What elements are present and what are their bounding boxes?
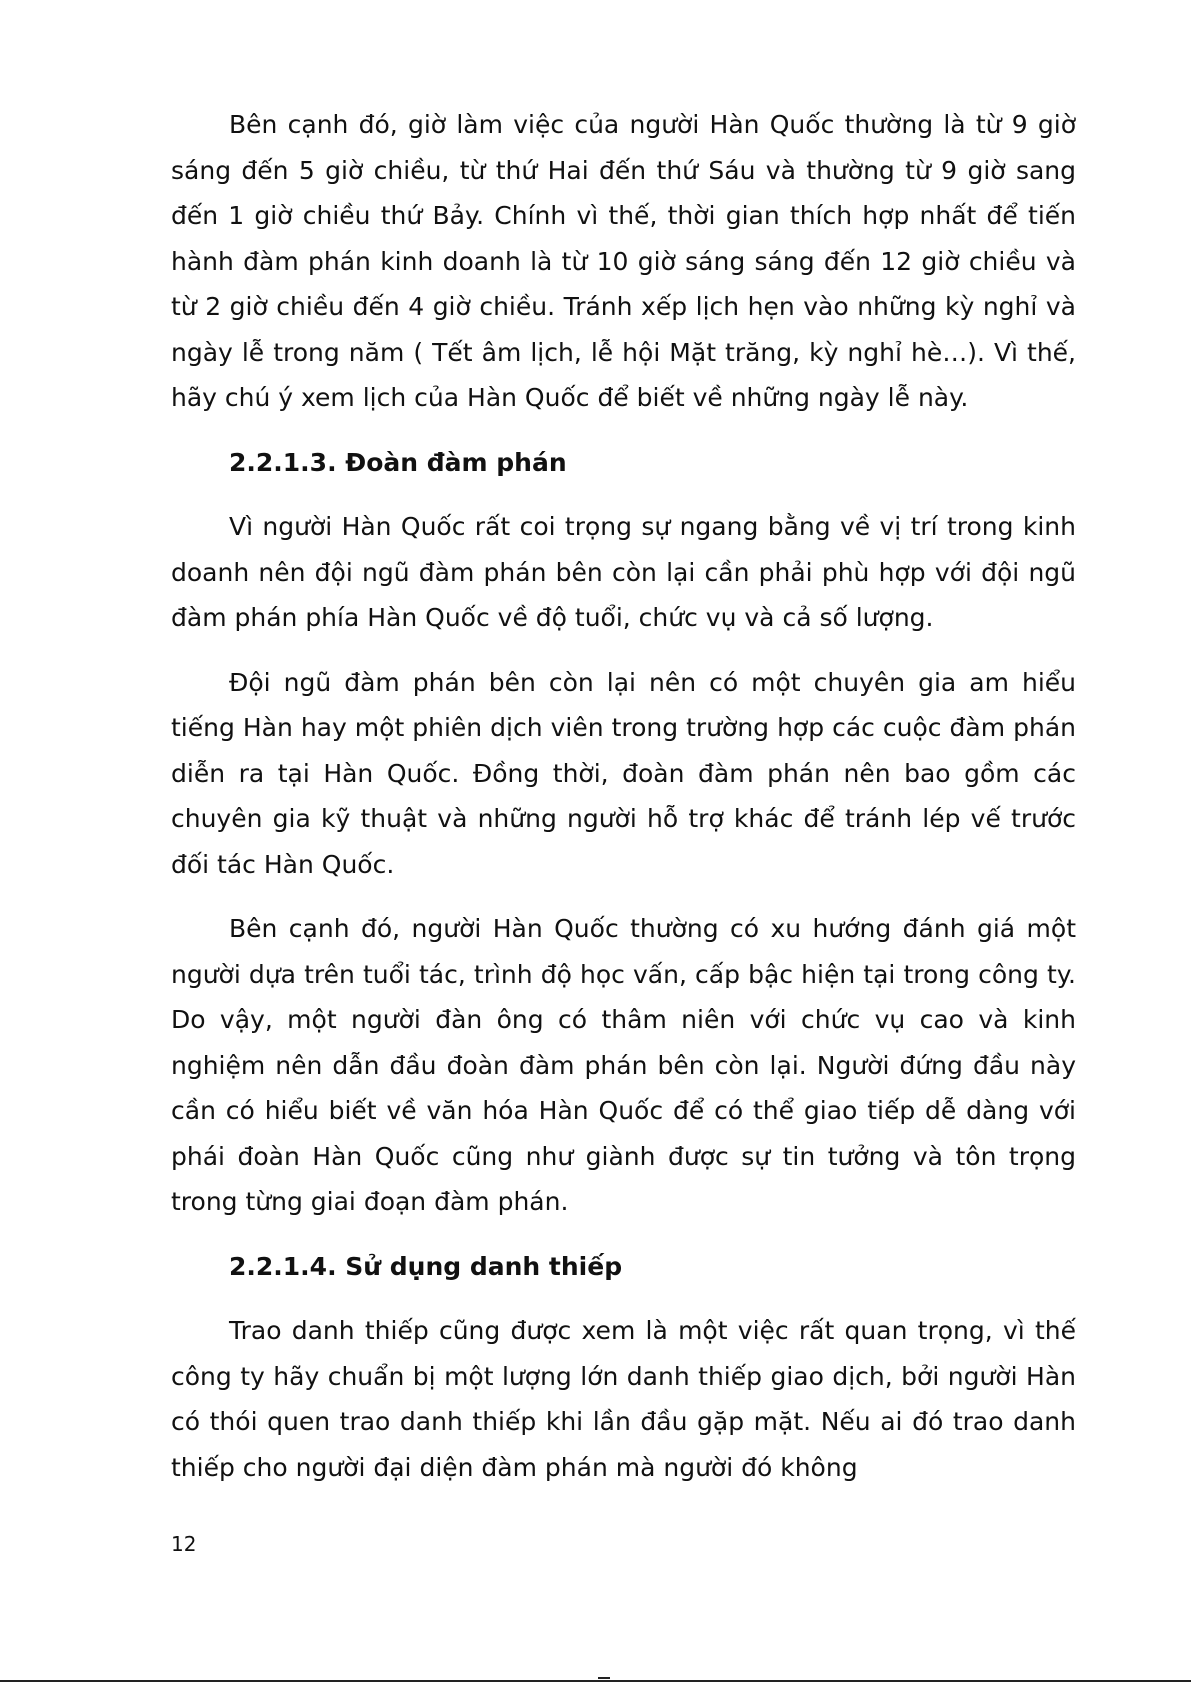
paragraph-team-leader: Bên cạnh đó, người Hàn Quốc thường có xu hướng đánh giá một người dựa trên tuổi tác, trình độ học vấn, cấp bậc hiện tại trong công ty. Do vậy, một người đàn ông có thâm niên với chức vụ cao và kinh nghiệm nên dẫn đầu đoàn đàm phán bên còn lại. Người đứng đầu này cần có hiểu biết về văn hóa Hàn Quốc để có thể giao tiếp dễ dàng với phái đoàn Hàn Quốc cũng như giành được sự tin tưởng và tôn trọng trong từng giai đoạn đàm phán.	[171, 914, 1076, 1216]
paragraph-team-equality: Vì người Hàn Quốc rất coi trọng sự ngang bằng về vị trí trong kinh doanh nên đội ngũ đàm phán bên còn lại cần phải phù hợp với đội ngũ đàm phán phía Hàn Quốc về độ tuổi, chức vụ và cả số lượng.	[171, 512, 1076, 632]
document-body	[171, 102, 1076, 1490]
paragraph-team-interpreter: Đội ngũ đàm phán bên còn lại nên có một chuyên gia am hiểu tiếng Hàn hay một phiên dịch viên trong trường hợp các cuộc đàm phán diễn ra tại Hàn Quốc. Đồng thời, đoàn đàm phán nên bao gồm các chuyên gia kỹ thuật và những người hỗ trợ khác để tránh lép vế trước đối tác Hàn Quốc.	[171, 667, 1076, 879]
page-bottom-rule	[0, 1680, 1191, 1682]
page-number: 12	[171, 1532, 197, 1556]
paragraph-working-hours: Bên cạnh đó, giờ làm việc của người Hàn Quốc thường là từ 9 giờ sáng đến 5 giờ chiều, từ thứ Hai đến thứ Sáu và thường từ 9 giờ sang đến 1 giờ chiều thứ Bảy. Chính vì thế, thời gian thích hợp nhất để tiến hành đàm phán kinh doanh là từ 10 giờ sáng sáng đến 12 giờ chiều và từ 2 giờ chiều đến 4 giờ chiều. Tránh xếp lịch hẹn vào những kỳ nghỉ và ngày lễ trong năm ( Tết âm lịch, lễ hội Mặt trăng, kỳ nghỉ hè…). Vì thế, hãy chú ý xem lịch của Hàn Quốc để biết về những ngày lễ này.	[171, 110, 1076, 412]
page-bottom-rule-tick	[598, 1677, 610, 1679]
section-heading-business-cards: 2.2.1.4. Sử dụng danh thiếp	[229, 1251, 623, 1281]
paragraph-business-cards: Trao danh thiếp cũng được xem là một việc rất quan trọng, vì thế công ty hãy chuẩn bị một lượng lớn danh thiếp giao dịch, bởi người Hàn có thói quen trao danh thiếp khi lần đầu gặp mặt. Nếu ai đó trao danh thiếp cho người đại diện đàm phán mà người đó không	[171, 1316, 1076, 1482]
section-heading-negotiation-team: 2.2.1.3. Đoàn đàm phán	[229, 447, 567, 477]
